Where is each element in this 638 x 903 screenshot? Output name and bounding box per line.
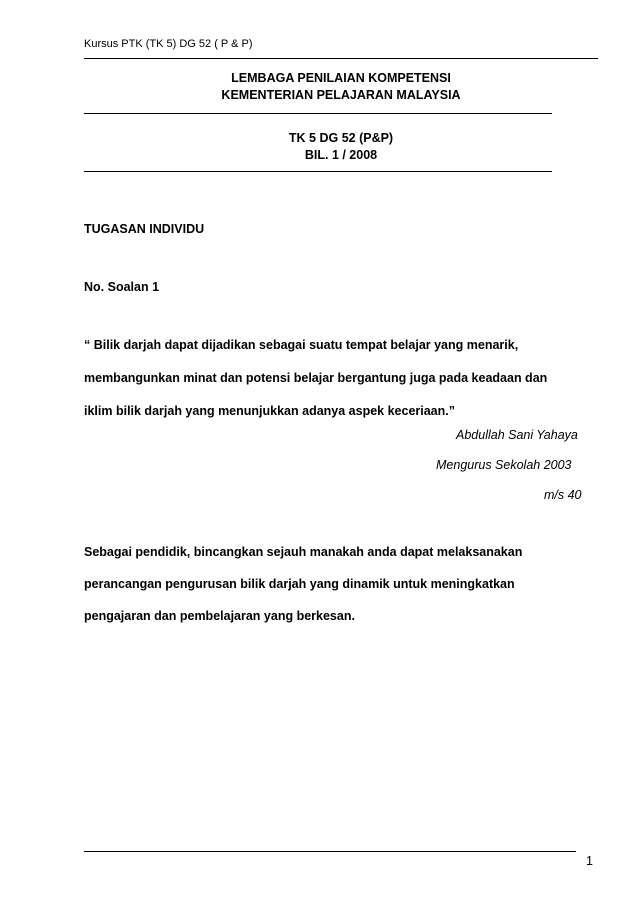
- quote-page: m/s 40: [544, 488, 582, 502]
- page-number: 1: [586, 854, 593, 868]
- header-rule: [84, 58, 598, 59]
- question-line: perancangan pengurusan bilik darjah yang dinamik untuk meningkatkan: [84, 577, 515, 591]
- question-line: pengajaran dan pembelajaran yang berkesan.: [84, 609, 355, 623]
- quote-line: iklim bilik darjah yang menunjukkan adanya aspek keceriaan.”: [84, 404, 455, 418]
- title-line-2: KEMENTERIAN PELAJARAN MALAYSIA: [221, 88, 461, 102]
- assignment-type: TUGASAN INDIVIDU: [84, 222, 205, 236]
- question-line: Sebagai pendidik, bincangkan sejauh manakah anda dapat melaksanakan: [84, 545, 523, 559]
- question-number: No. Soalan 1: [84, 280, 160, 294]
- title-rule: [84, 113, 552, 114]
- quote-line: membangunkan minat dan potensi belajar bergantung juga pada keadaan dan: [84, 371, 548, 385]
- subtitle-line-2: BIL. 1 / 2008: [304, 148, 378, 162]
- document-subtitle: [84, 130, 598, 164]
- subtitle-line-1: TK 5 DG 52 (P&P): [288, 131, 394, 145]
- footer-rule: [84, 851, 576, 852]
- running-header: Kursus PTK (TK 5) DG 52 ( P & P): [84, 38, 253, 50]
- document-title: [84, 70, 598, 104]
- subtitle-rule: [84, 171, 552, 172]
- quote-author: Abdullah Sani Yahaya: [456, 428, 578, 442]
- quote-line: “ Bilik darjah dapat dijadikan sebagai suatu tempat belajar yang menarik,: [84, 338, 519, 352]
- quote-source: Mengurus Sekolah 2003: [436, 458, 572, 472]
- title-line-1: LEMBAGA PENILAIAN KOMPETENSI: [231, 71, 451, 85]
